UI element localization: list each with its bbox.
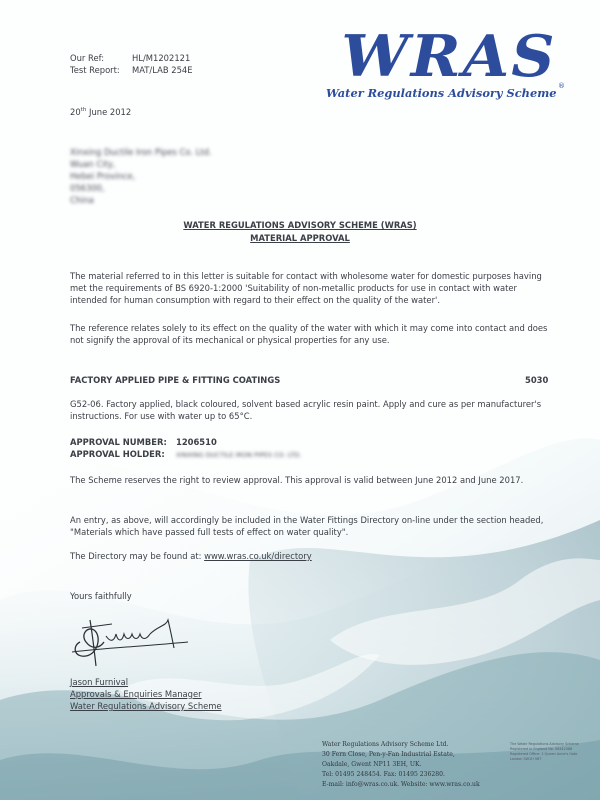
- paragraph-suitability: The material referred to in this letter is suitable for contact with wholesome water for domestic purposes having met the requirements of BS 6920-1:2000 'Suitability of non-metallic products for use in contact with water intended for human consumption with regard to their effect on the quality of the water'.: [70, 271, 542, 305]
- footer-line: 30 Fern Close, Pen-y-Fan Industrial Estate,: [322, 751, 455, 758]
- footer-side-line: Registered in England No. 06442088: [510, 747, 573, 751]
- paragraph-reference: The reference relates solely to its effect on the quality of the water with which it may come into contact and does not signify the approval of its mechanical or physical properties for any use.: [70, 323, 548, 345]
- section-code: 5030: [525, 375, 549, 385]
- our-ref: [70, 52, 190, 64]
- footer-line: E-mail: info@wras.co.uk. Website: www.wras.co.uk: [322, 781, 480, 788]
- signatory-name: Jason Furnival: [70, 677, 129, 687]
- footer-line: Water Regulations Advisory Scheme Ltd.: [322, 741, 449, 748]
- signature: [66, 612, 196, 668]
- footer-address: [322, 740, 522, 790]
- approval-number-row: [70, 436, 217, 448]
- directory-line: [70, 550, 548, 562]
- signatory-organisation: Water Regulations Advisory Scheme: [70, 701, 222, 711]
- letter-date: [70, 104, 131, 118]
- paragraph-validity: The Scheme reserves the right to review approval. This approval is valid between June 2012 and June 2017.: [70, 475, 524, 485]
- approval-holder-label: APPROVAL HOLDER:: [70, 449, 165, 459]
- approval-number-value: 1206510: [176, 437, 217, 447]
- our-ref-value: HL/M1202121: [132, 53, 191, 63]
- directory-prefix: The Directory may be found at:: [70, 551, 205, 561]
- approval-holder-row: [70, 448, 301, 461]
- footer-line: Tel: 01495 248454. Fax: 01495 236280.: [322, 771, 445, 778]
- address-line: Wuan City,: [70, 159, 116, 169]
- title-line-2: MATERIAL APPROVAL: [250, 233, 350, 243]
- footer-side-line: The Water Regulations Advisory Scheme: [510, 742, 579, 746]
- recipient-address: [70, 146, 290, 206]
- date-suffix: th: [80, 107, 87, 113]
- footer-registration: [510, 742, 594, 762]
- logo-tagline: Water Regulations Advisory Scheme: [326, 86, 557, 100]
- test-report-label: Test Report:: [70, 65, 120, 75]
- paragraph-directory-entry: An entry, as above, will accordingly be included in the Water Fittings Directory on-line under the section headed, "Materials which have passed full tests of effect on water quality".: [70, 515, 544, 537]
- directory-link[interactable]: www.wras.co.uk/directory: [204, 551, 312, 561]
- yours-faithfully: Yours faithfully: [70, 591, 132, 601]
- section-heading: FACTORY APPLIED PIPE & FITTING COATINGS: [70, 375, 281, 385]
- logo-registered-mark: ®: [558, 82, 565, 90]
- title-line-1: WATER REGULATIONS ADVISORY SCHEME (WRAS): [183, 220, 417, 230]
- test-report: [70, 64, 193, 76]
- address-line: China: [70, 195, 94, 205]
- approval-holder-value: XINXING DUCTILE IRON PIPES CO. LTD.: [176, 451, 302, 459]
- address-line: Hebei Province,: [70, 171, 136, 181]
- address-line: 056300,: [70, 183, 105, 193]
- our-ref-label: Our Ref:: [70, 53, 105, 63]
- date-rest: June 2012: [86, 106, 132, 117]
- address-line: Xinxing Ductile Iron Pipes Co. Ltd.: [70, 147, 212, 157]
- footer-side-line: Registered Office: 1 Queen Anne's Gate: [510, 752, 578, 756]
- date-day: 20: [70, 106, 81, 117]
- wras-logo: WRAS: [341, 23, 557, 91]
- signatory-role: Approvals & Enquiries Manager: [70, 689, 202, 699]
- product-description: G52-06. Factory applied, black coloured, solvent based acrylic resin paint. Apply and cure as per manufacturer's instructions. For use with water up to 65°C.: [70, 399, 542, 421]
- test-report-value: MAT/LAB 254E: [132, 65, 193, 75]
- approval-number-label: APPROVAL NUMBER:: [70, 437, 167, 447]
- footer-side-line: London SW1H 9BT: [510, 757, 542, 761]
- footer-line: Oakdale, Gwent NP11 3EH, UK.: [322, 761, 422, 768]
